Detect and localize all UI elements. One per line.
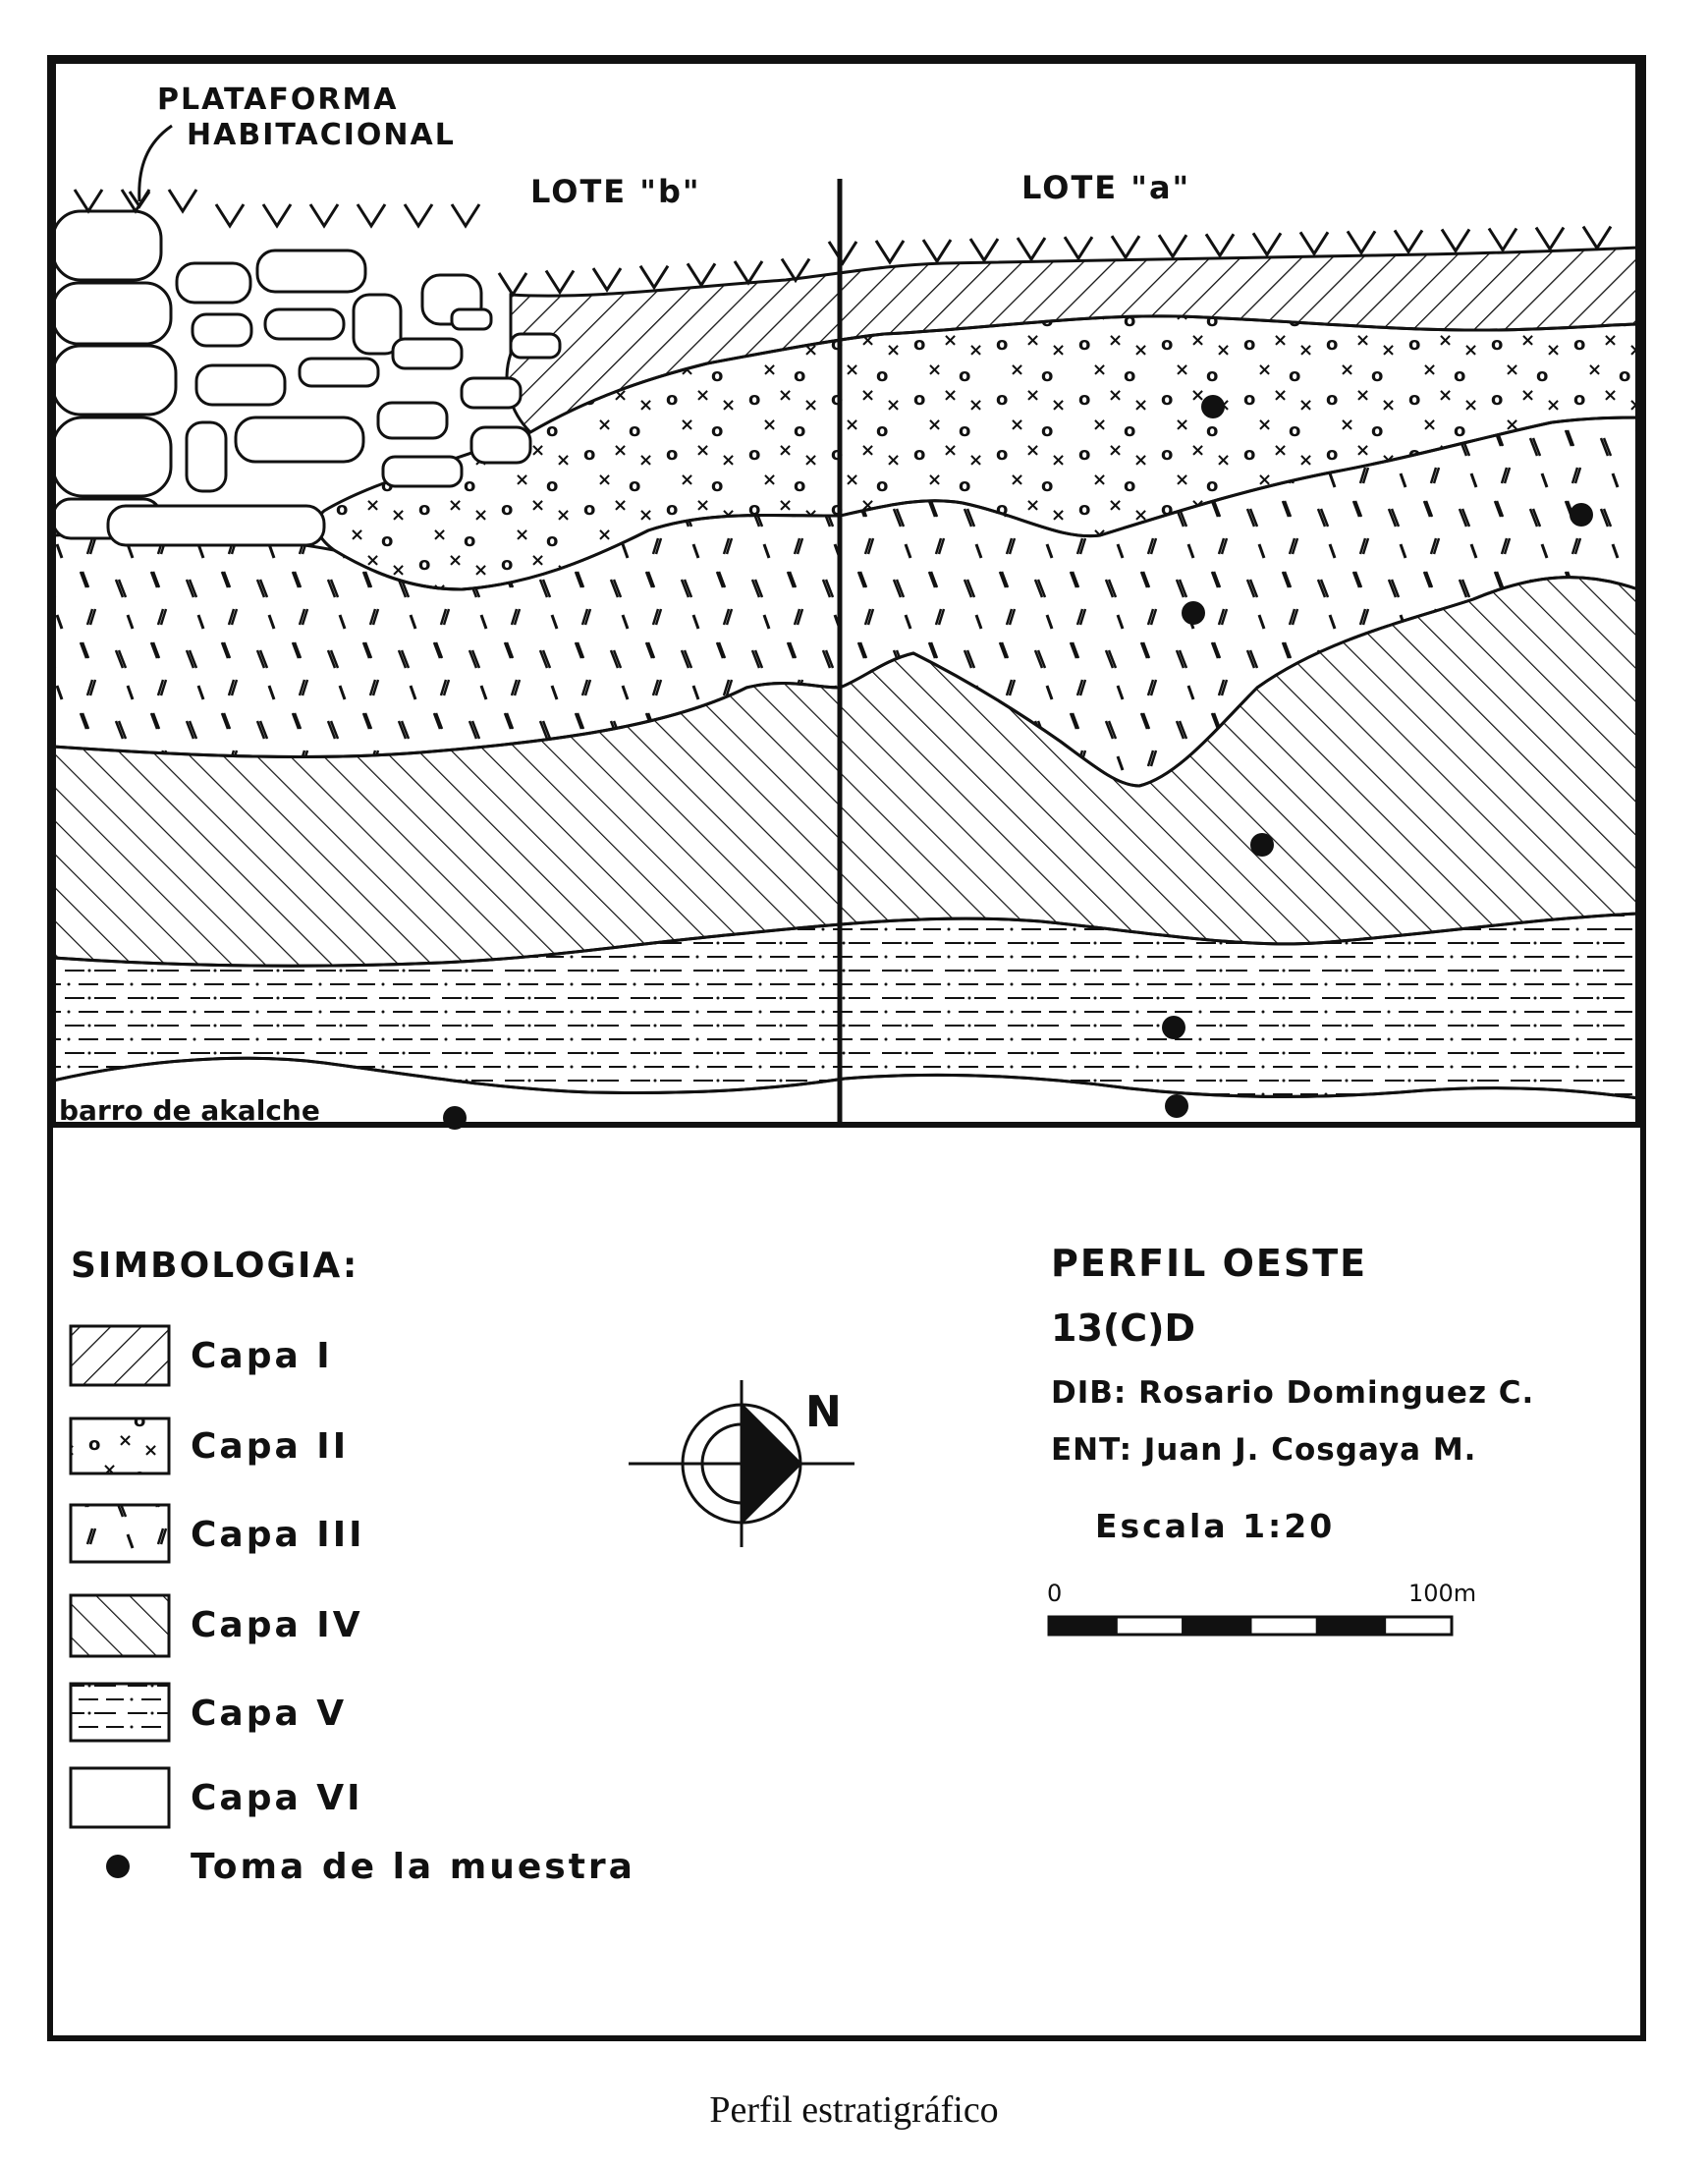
grass-tuft-icon [216, 204, 244, 226]
sample-point [443, 1106, 467, 1130]
lot-b-label: LOTE "b" [530, 173, 701, 210]
sample-point [1182, 601, 1205, 625]
scale-bar-segment [1184, 1617, 1250, 1635]
grass-tuft-icon [970, 239, 998, 260]
inked-by: ENT: Juan J. Cosgaya M. [1051, 1432, 1477, 1468]
grass-tuft-icon [1583, 227, 1611, 249]
legend-item-capa-1 [71, 1324, 333, 1387]
sample-point [1570, 503, 1593, 527]
grass-tuft-icon [1206, 234, 1234, 255]
scale-bar-segment [1317, 1617, 1384, 1635]
profile-box [53, 61, 1638, 1130]
scale-bar [1049, 1617, 1452, 1635]
legend-label: Toma de la muestra [191, 1846, 635, 1887]
scale-text: Escala 1:20 [1095, 1507, 1336, 1545]
scale-bar-segment [1250, 1617, 1317, 1635]
grass-tuft-icon [263, 204, 291, 226]
grass-tuft-icon [310, 204, 338, 226]
grass-tuft-icon [1395, 230, 1422, 251]
sample-point [1165, 1094, 1188, 1118]
grass-tuft-icon [405, 204, 432, 226]
grass-tuft-icon [876, 241, 904, 262]
scale-bar-segment [1385, 1617, 1452, 1635]
grass-tuft-icon [1018, 238, 1045, 259]
grass-tuft-icon [1300, 232, 1328, 253]
sample-point [1162, 1016, 1185, 1039]
legend-label: Capa V [191, 1693, 348, 1734]
platform-pointer-icon [139, 126, 172, 201]
grass-tuft-icon [1348, 231, 1375, 252]
legend-label: Capa II [191, 1425, 350, 1467]
grass-tuft-icon [735, 261, 762, 283]
scale-end-label: 100m [1408, 1580, 1477, 1607]
grass-tuft-icon [1489, 229, 1516, 250]
grass-tuft-icon [1159, 235, 1186, 256]
scale-start-label: 0 [1047, 1580, 1063, 1607]
north-letter: N [805, 1387, 842, 1437]
sample-point [1201, 395, 1225, 418]
legend-item-capa-4 [71, 1593, 363, 1656]
scale-bar-segment [1049, 1617, 1116, 1635]
legend-item-sample [71, 1835, 635, 1898]
sample-point [1250, 833, 1274, 857]
grass-tuft-icon [923, 240, 951, 261]
legend-label: Capa I [191, 1335, 333, 1376]
grass-tuft-icon [1442, 229, 1469, 250]
grass-tuft-icon [593, 268, 621, 290]
drawn-by: DIB: Rosario Dominguez C. [1051, 1375, 1535, 1411]
legend-label: Capa VI [191, 1777, 363, 1818]
platform-label-line2: HABITACIONAL [187, 118, 456, 152]
grass-tuft-icon [75, 190, 102, 211]
platform-label-line1: PLATAFORMA [157, 83, 399, 117]
legend-item-capa-2 [71, 1415, 349, 1477]
grass-tuft-icon [499, 273, 526, 295]
profile-code: 13(C)D [1051, 1306, 1196, 1350]
grass-tuft-icon [1065, 237, 1092, 258]
grass-tuft-icon [640, 266, 668, 288]
legend-label: Capa III [191, 1514, 365, 1555]
lot-a-label: LOTE "a" [1021, 169, 1191, 206]
grass-tuft-icon [1253, 233, 1281, 254]
scale-bar-segment [1116, 1617, 1183, 1635]
akalche-label: barro de akalche [59, 1094, 320, 1127]
grass-tuft-icon [688, 263, 715, 285]
legend-item-capa-6 [71, 1766, 363, 1829]
grass-tuft-icon [1112, 236, 1139, 257]
grass-tuft-icon [169, 190, 196, 211]
grass-tuft-icon [452, 204, 479, 226]
legend-item-capa-5 [71, 1682, 347, 1745]
figure-caption: Perfil estratigráfico [709, 2089, 999, 2131]
legend-item-capa-3 [71, 1503, 365, 1566]
grass-tuft-icon [358, 204, 385, 226]
profile-title: PERFIL OESTE [1051, 1242, 1368, 1285]
legend-label: Capa IV [191, 1604, 363, 1645]
grass-tuft-icon [546, 271, 574, 293]
legend-title: SIMBOLOGIA: [71, 1246, 359, 1286]
grass-tuft-icon [829, 242, 856, 263]
grass-tuft-icon [1536, 228, 1564, 250]
